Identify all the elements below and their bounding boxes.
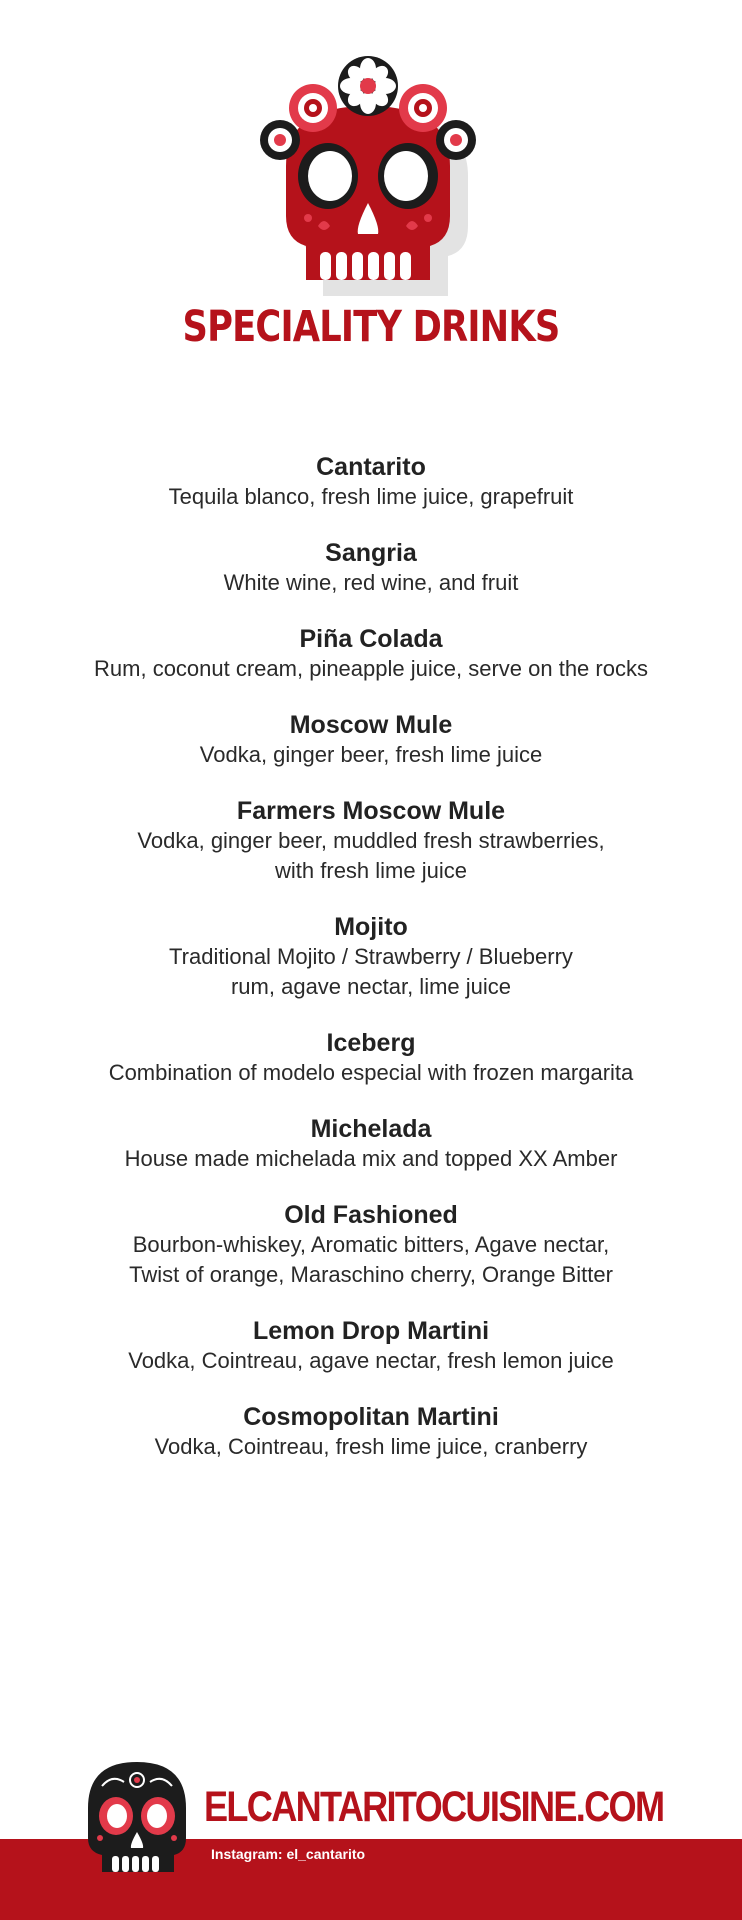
drink-name: Old Fashioned [284,1201,458,1229]
drink-description: Tequila blanco, fresh lime juice, grapefruit [168,484,574,509]
menu-item [0,1402,742,1462]
drinks-menu [0,452,742,1488]
drink-name: Lemon Drop Martini [252,1317,490,1345]
page-title: SPECIALITY DRINKS [182,302,560,352]
drink-description: Combination of modelo especial with frozen margarita [108,1060,634,1085]
menu-item [0,912,742,1002]
menu-item [0,1028,742,1088]
drink-name: Sangria [325,539,417,567]
menu-item [0,710,742,770]
drink-name: Iceberg [326,1029,416,1057]
menu-item [0,1200,742,1290]
drink-name: Cantarito [316,453,426,481]
drink-name: Cosmopolitan Martini [243,1403,499,1431]
drink-name: Moscow Mule [289,711,453,739]
menu-item [0,1316,742,1376]
drink-name: Mojito [334,913,408,941]
drink-name: Piña Colada [299,625,443,653]
drink-description: Vodka, ginger beer, fresh lime juice [199,742,543,767]
drink-description: Vodka, Cointreau, fresh lime juice, cranberry [154,1434,588,1459]
drink-description: Rum, coconut cream, pineapple juice, serve on the rocks [94,656,648,681]
instagram-handle: Instagram: el_cantarito [211,1846,366,1862]
drink-name: Farmers Moscow Mule [236,797,506,825]
menu-item [0,452,742,512]
menu-item [0,796,742,886]
drink-description: Bourbon-whiskey, Aromatic bitters, Agave nectar, Twist of orange, Maraschino cherry, Orange Bitter [129,1232,613,1287]
drink-description: Vodka, ginger beer, muddled fresh strawberries, with fresh lime juice [137,828,605,883]
sugar-skull-with-flowers-icon [258,48,478,298]
drink-description: White wine, red wine, and fruit [223,570,519,595]
menu-item [0,538,742,598]
menu-item [0,624,742,684]
drink-description: House made michelada mix and topped XX Amber [124,1146,618,1171]
menu-item [0,1114,742,1174]
drink-description: Vodka, Cointreau, agave nectar, fresh lemon juice [128,1348,614,1373]
sugar-skull-icon [82,1756,192,1876]
drink-description: Traditional Mojito / Strawberry / Blueberry rum, agave nectar, lime juice [169,944,573,999]
website-link[interactable]: ELCANTARITOCUISINE.COM [204,1783,664,1831]
drink-name: Michelada [310,1115,432,1143]
